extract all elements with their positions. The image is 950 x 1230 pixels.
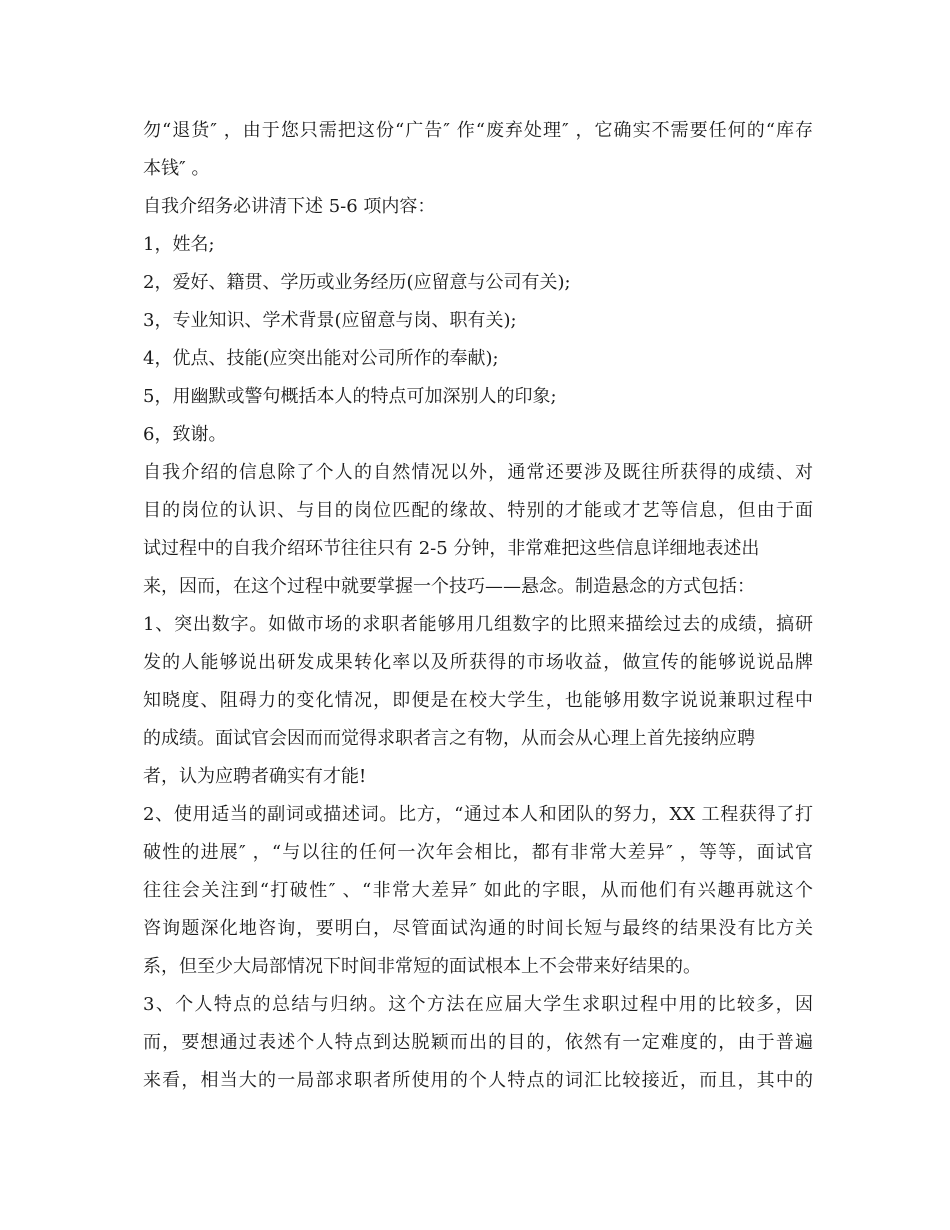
text-line: 5，用幽默或警句概括本人的特点可加深别人的印象; xyxy=(143,386,557,407)
document-body xyxy=(143,112,813,1100)
text-line: 1，姓名; xyxy=(143,234,215,255)
text-line: 自我介绍务必讲清下述 5-6 项内容： xyxy=(143,196,436,217)
text-line: 本钱″ 。 xyxy=(143,158,210,179)
text-line: 4，优点、技能(应突出能对公司所作的奉献); xyxy=(143,348,499,369)
text-line: 自我介绍的信息除了个人的自然情况以外，通常还要涉及既往所获得的成绩、对 xyxy=(143,462,813,483)
text-line: 2，爱好、籍贯、学历或业务经历(应留意与公司有关); xyxy=(143,272,571,293)
text-line: 而，要想通过表述个人特点到达脱颖而出的目的，依然有一定难度的，由于普遍 xyxy=(143,1032,813,1053)
text-line: 的成绩。面试官会因而而觉得求职者言之有物，从而会从心理上首先接纳应聘 xyxy=(143,728,755,749)
text-line: 1、突出数字。如做市场的求职者能够用几组数字的比照来描绘过去的成绩，搞研 xyxy=(143,614,813,635)
text-line: 勿“退货″ ，由于您只需把这份“广告″ 作“废弃处理″ ，它确实不需要任何的“库存 xyxy=(143,120,813,141)
text-line: 知晓度、阻碍力的变化情况，即便是在校大学生，也能够用数字说说兼职过程中 xyxy=(143,690,813,711)
text-line: 2、使用适当的副词或描述词。比方，“通过本人和团队的努力，XX 工程获得了打 xyxy=(143,804,813,825)
text-line: 破性的进展″ ，“与以往的任何一次年会相比，都有非常大差异″ ，等等，面试官 xyxy=(143,842,813,863)
text-line: 往往会关注到“打破性″ 、“非常大差异″ 如此的字眼，从而他们有兴趣再就这个 xyxy=(143,880,813,901)
text-line: 咨询题深化地咨询，要明白，尽管面试沟通的时间长短与最终的结果没有比方关 xyxy=(143,918,813,939)
text-line: 者，认为应聘者确实有才能! xyxy=(143,766,367,787)
text-line: 3，专业知识、学术背景(应留意与岗、职有关); xyxy=(143,310,517,331)
text-line: 发的人能够说出研发成果转化率以及所获得的市场收益，做宣传的能够说说品牌 xyxy=(143,652,813,673)
text-line: 目的岗位的认识、与目的岗位匹配的缘故、特别的才能或才艺等信息，但由于面 xyxy=(143,500,813,521)
text-line: 系，但至少大局部情况下时间非常短的面试根本上不会带来好结果的。 xyxy=(143,956,701,977)
text-line: 6，致谢。 xyxy=(143,424,227,445)
text-line: 来，因而，在这个过程中就要掌握一个技巧——悬念。制造悬念的方式包括： xyxy=(143,576,755,597)
text-line: 试过程中的自我介绍环节往往只有 2-5 分钟，非常难把这些信息详细地表述出 xyxy=(143,538,760,559)
text-line: 3、个人特点的总结与归纳。这个方法在应届大学生求职过程中用的比较多，因 xyxy=(143,994,813,1015)
text-line: 来看，相当大的一局部求职者所使用的个人特点的词汇比较接近，而且，其中的 xyxy=(143,1070,813,1091)
